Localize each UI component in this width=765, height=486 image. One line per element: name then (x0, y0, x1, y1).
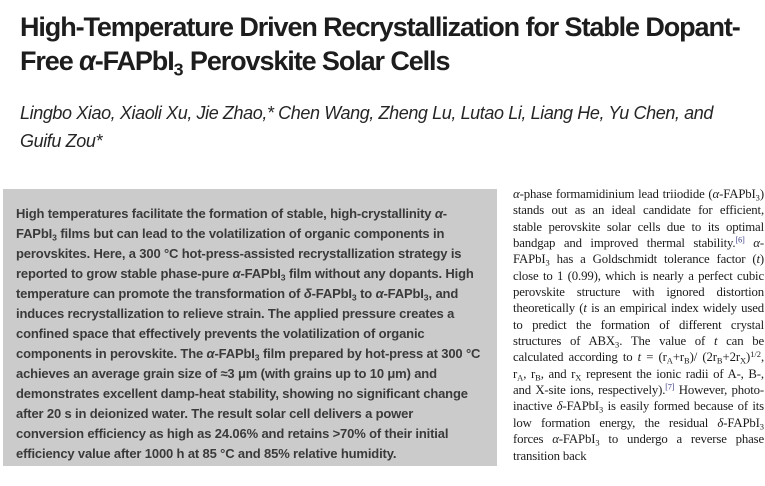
authors-line: Lingbo Xiao, Xiaoli Xu, Jie Zhao,* Chen Wang, Zheng Lu, Lutao Li, Liang He, Yu Chen, and Guifu Zou* (20, 103, 713, 151)
citation-ref[interactable]: [6] (735, 235, 745, 245)
citation-ref[interactable]: [7] (665, 382, 675, 392)
abstract-text: High temperatures facilitate the formation of stable, high-crystallinity α-FAPbI3 films but can lead to the volatilization of organic components in perovskites. Here, a 300 °C hot-press-assisted recrystallization strategy is reported to grow stable phase-pure α-FAPbI3 film without any dopants. High temperature can promote the transformation of δ-FAPbI3 to α-FAPbI3, and induces recrystallization to relieve strain. The applied pressure creates a confined space that effectively prevents the volatilization of organic components in perovskite. The α-FAPbI3 film prepared by hot-press at 300 °C achieves an average grain size of ≈3 μm (with grains up to 10 μm) and demonstrates excellent damp-heat stability, showing no significant change after 20 s in deionized water. The result solar cell delivers a power conversion efficiency as high as 24.06% and retains >70% of their initial efficiency value after 1000 h at 85 °C and 85% relative humidity. (16, 206, 481, 461)
introduction-column-text: α-phase formamidinium lead triiodide (α-FAPbI3) stands out as an ideal candidate for efficient, stable perovskite solar cells due to its optimal bandgap and improved thermal stability.[6] α-FAPbI3 has a Goldschmidt tolerance factor (t) close to 1 (0.99), which is nearly a perfect cubic perovskite structure with ignored distortion theoretically (t is an empirical index widely used to predict the formation of different crystal structures of ABX3. The value of t can be calculated according to t = (rA+rB)/ $(2rB+2rX)^{1/2}$, rA, rB, and rX represent the ionic radii of A-, B-, and X-site ions, respectively).[7] However, photo-inactive δ-FAPbI3 is easily formed because of its low formation energy, the residual δ-FAPbI3 forces α-FAPbI3 to undergo a reverse phase transition back (513, 187, 764, 463)
page-title: High-Temperature Driven Recrystallization for Stable Dopant-Free α-FAPbI3 Perovskite Solar Cells (20, 12, 740, 80)
abstract-panel (3, 189, 497, 466)
